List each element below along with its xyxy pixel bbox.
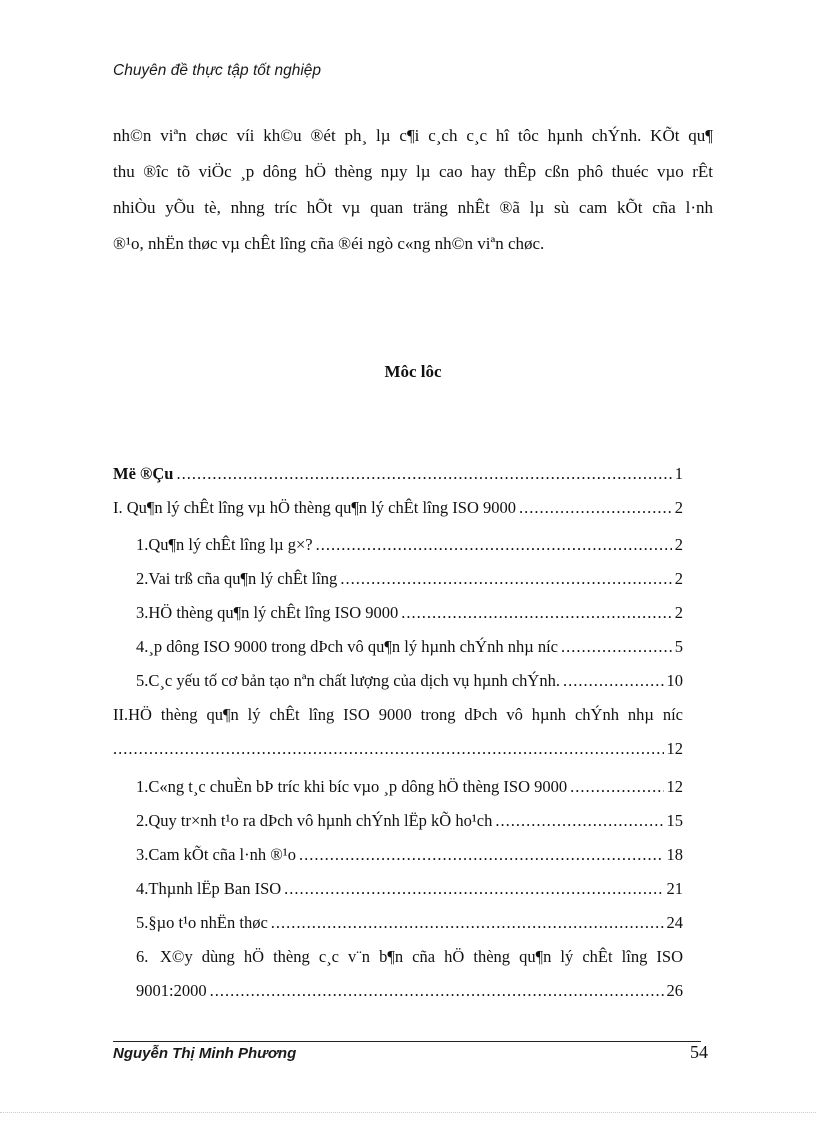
toc-leader-dots (316, 528, 672, 562)
toc-entry (136, 838, 683, 872)
toc-leader-dots (570, 770, 663, 804)
toc-entry-continuation (113, 732, 683, 766)
toc-entry (136, 940, 683, 974)
toc-entry (136, 804, 683, 838)
toc-entry-title: II.HÖ thèng qu¶n lý chÊt lîng ISO 9000 trong dÞch vô hµnh chÝnh nhµ níc (113, 705, 683, 724)
toc-entry-page: 12 (666, 777, 683, 796)
toc-leader-dots (563, 664, 664, 698)
page-edge-divider (0, 1112, 816, 1113)
toc-entry (136, 872, 683, 906)
toc-entry-page: 12 (666, 739, 683, 758)
toc-entry (136, 906, 683, 940)
toc-leader-dots (495, 804, 663, 838)
footer-divider (113, 1041, 701, 1042)
toc-entry-page: 18 (666, 845, 683, 864)
toc-entry-number: 3. (136, 603, 149, 622)
toc-entry-number: 4. (136, 879, 149, 898)
toc-leader-dots (299, 838, 664, 872)
toc-entry-page: 21 (666, 879, 683, 898)
intro-line: nh©n viªn chøc víi kh©u ®ét ph¸ lµ c¶i c¸ch c¸c hî tôc hµnh chÝnh. KÕt qu¶ (113, 126, 713, 145)
toc-entry-title: Qu¶n lý chÊt lîng lµ g×? (148, 535, 313, 554)
toc-entry-title: C¸c yếu tố cơ bản tạo nªn chất lượng của dịch vụ hµnh chÝnh. (148, 671, 560, 690)
toc-entry-number: 2. (136, 811, 149, 830)
toc-entry-page: 26 (666, 981, 683, 1000)
toc-leader-dots (284, 872, 663, 906)
toc-leader-dots (340, 562, 671, 596)
footer-author-name: Nguyễn Thị Minh Phương (113, 1045, 297, 1062)
toc-heading: Môc lôc (384, 362, 442, 381)
toc-leader-dots (210, 974, 664, 1008)
toc-entry-number: 1. (136, 535, 149, 554)
toc-entry (136, 630, 683, 664)
toc-entry-page: 24 (666, 913, 683, 932)
toc-entry-title: C«ng t¸c chuÈn bÞ tríc khi bíc vµo ¸p dông hÖ thèng ISO 9000 (148, 777, 568, 796)
toc-entry-page: 5 (674, 637, 683, 656)
toc-entry-title: ¸p dông ISO 9000 trong dÞch vô qu¶n lý hµnh chÝnh nhµ níc (148, 637, 559, 656)
toc-leader-dots (401, 596, 671, 630)
toc-entry-title: 9001:2000 (136, 981, 207, 1000)
toc-entry-page: 2 (674, 569, 683, 588)
toc-entry-page: 2 (674, 498, 683, 517)
toc-entry-number: 5. (136, 913, 149, 932)
toc-entry-page: 10 (666, 671, 683, 690)
toc-entry-title: §µo t¹o nhËn thøc (148, 913, 268, 932)
toc-entry (136, 770, 683, 804)
toc-entry-title: Thµnh lËp Ban ISO (148, 879, 282, 898)
toc-entry-title: Vai trß cña qu¶n lý chÊt lîng (148, 569, 338, 588)
toc-entry (136, 562, 683, 596)
toc-entry (113, 457, 683, 491)
toc-entry-page: 15 (666, 811, 683, 830)
toc-leader-dots (271, 906, 664, 940)
intro-line: ®¹o, nhËn thøc vµ chÊt lîng cña ®éi ngò c«ng nh©n viªn chøc. (113, 234, 545, 253)
toc-entry-title: Më ®Çu (113, 464, 174, 483)
toc-entry-title: Cam kÕt cña l·nh ®¹o (148, 845, 296, 864)
toc-entry-number: 2. (136, 569, 149, 588)
intro-paragraph (113, 118, 713, 262)
toc-entry-title: X©y dùng hÖ thèng c¸c v¨n b¶n cña hÖ thèng qu¶n lý chÊt lîng ISO (160, 947, 683, 966)
toc-entry-number: 4. (136, 637, 149, 656)
toc-entry-number: 3. (136, 845, 149, 864)
toc-entry-title: Quy tr×nh t¹o ra dÞch vô hµnh chÝnh lËp kÕ ho¹ch (148, 811, 493, 830)
page-number: 54 (690, 1042, 708, 1062)
toc-entry (136, 596, 683, 630)
toc-entry-page: 2 (674, 603, 683, 622)
toc-entry-title: HÖ thèng qu¶n lý chÊt lîng ISO 9000 (148, 603, 399, 622)
intro-line: thu ®îc tõ viÖc ¸p dông hÖ thèng nµy lµ cao hay thÊp cßn phô thuéc vµo rÊt (113, 162, 713, 181)
toc-leader-dots (561, 630, 672, 664)
toc-leader-dots (519, 491, 672, 525)
toc-entry (113, 491, 683, 525)
toc-entry-number: 6. (136, 947, 149, 966)
toc-entry-number: 1. (136, 777, 149, 796)
toc-entry (113, 698, 683, 732)
document-header-title: Chuyên đề thực tập tốt nghiệp (113, 62, 322, 79)
toc-entry-title: I. Qu¶n lý chÊt lîng vµ hÖ thèng qu¶n lý chÊt lîng ISO 9000 (113, 498, 517, 517)
toc-entry (136, 664, 683, 698)
toc-entry-number: 5. (136, 671, 149, 690)
toc-entry-page: 1 (674, 464, 683, 483)
toc-leader-dots (176, 457, 671, 491)
toc-leader-dots (113, 732, 664, 766)
toc-entry-continuation (136, 974, 683, 1008)
toc-entry (136, 528, 683, 562)
toc-entry-page: 2 (674, 535, 683, 554)
intro-line: nhiÒu yÕu tè, nhng tríc hÕt vµ quan träng nhÊt ®ã lµ sù cam kÕt cña l·nh (113, 198, 713, 217)
